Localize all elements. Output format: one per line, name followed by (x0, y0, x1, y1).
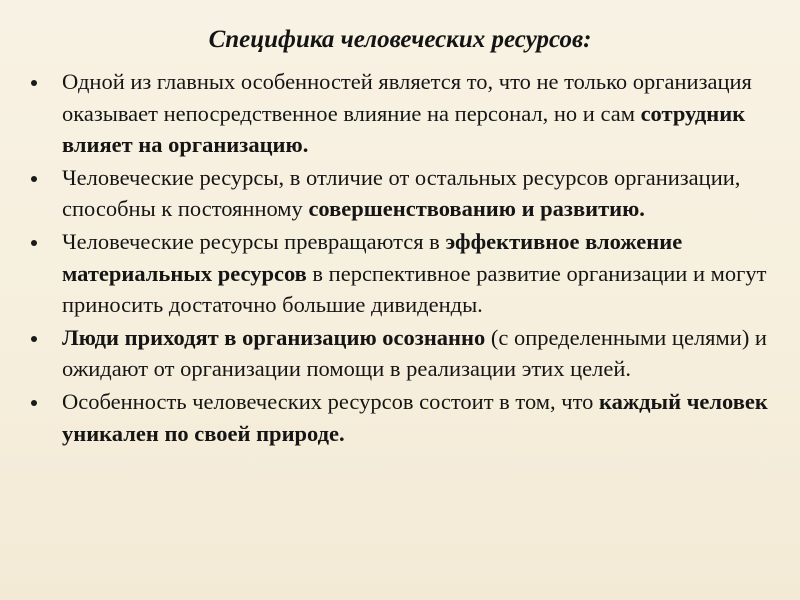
bullet-text-tail: (с определенными целями) и ожидают от организации помощи в реализации этих целей. (62, 324, 767, 382)
bullet-dot-icon (31, 240, 37, 246)
bullet-item (28, 322, 768, 385)
bullet-item (28, 226, 768, 321)
bullet-item (28, 162, 768, 225)
bullet-text: Особенность человеческих ресурсов состоит в том, что (62, 388, 599, 414)
bullet-dot-icon (31, 80, 37, 86)
bullet-text: Человеческие ресурсы, в отличие от остальных ресурсов организации, способны к постоянному (62, 164, 741, 222)
bullet-emphasis: Люди приходят в организацию осознанно (62, 324, 486, 350)
bullet-dot-icon (31, 336, 37, 342)
bullet-emphasis: сотрудник влияет на организацию. (62, 100, 746, 158)
bullet-emphasis: каждый человек уникален по своей природе. (62, 388, 768, 446)
bullet-emphasis: совершенствованию и развитию. (308, 196, 645, 222)
bullet-dot-icon (31, 400, 37, 406)
bullet-list (28, 66, 768, 450)
bullet-item (28, 386, 768, 449)
bullet-text-tail: в перспективное развитие организации и могут приносить достаточно большие дивиденды. (62, 260, 767, 318)
slide-title: Специфика человеческих ресурсов: (208, 26, 592, 53)
bullet-dot-icon (31, 176, 37, 182)
bullet-text: Человеческие ресурсы превращаются в (62, 228, 446, 254)
bullet-text: Одной из главных особенностей является то, что не только организация оказывает непосредственное влияние на персонал, но и сам (62, 69, 752, 126)
bullet-emphasis: эффективное вложение материальных ресурсов (62, 228, 683, 286)
bullet-item (28, 66, 768, 161)
